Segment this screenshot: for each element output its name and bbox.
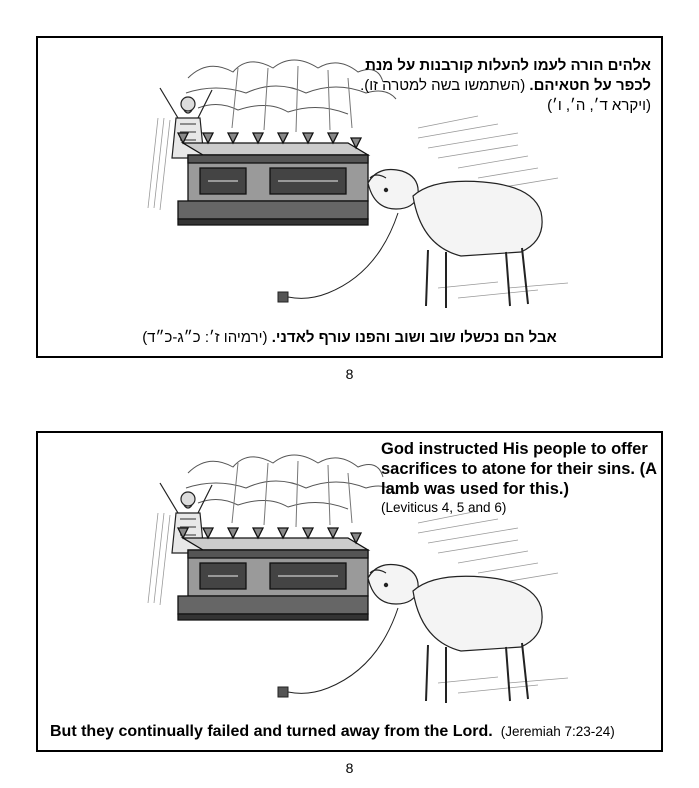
- hebrew-bottom-bold: אבל הם נכשלו שוב ושוב והפנו עורף לאדני.: [271, 329, 557, 346]
- english-bottom-line: [50, 723, 655, 741]
- hebrew-bottom-line: [38, 329, 661, 346]
- english-bottom-ref: (Jeremiah 7:23-24): [500, 724, 615, 739]
- english-caption-text: God instructed His people to offer sacrifices to atone for their sins. (A lamb was used for this.): [381, 440, 657, 498]
- hebrew-caption: [355, 56, 651, 116]
- hebrew-caption-bold: אלהים הורה לעמו להעלות קורבנות על מנת לכפר על חטאיהם.: [365, 57, 651, 94]
- hebrew-caption-rest: (השתמשו בשה למטרה זו). (ויקרא ד׳, ה׳, ו׳): [360, 77, 651, 114]
- hebrew-panel: [36, 36, 663, 358]
- english-caption-ref: (Leviticus 4, 5 and 6): [381, 500, 507, 515]
- page-number: 8: [345, 366, 354, 382]
- hebrew-bottom-ref: (ירמיהו ז׳: כ״ג-כ״ד): [142, 329, 268, 346]
- english-caption: [381, 439, 659, 517]
- english-panel: [36, 431, 663, 752]
- page-number: 8: [345, 760, 354, 776]
- english-bottom-bold: But they continually failed and turned away from the Lord.: [50, 723, 493, 740]
